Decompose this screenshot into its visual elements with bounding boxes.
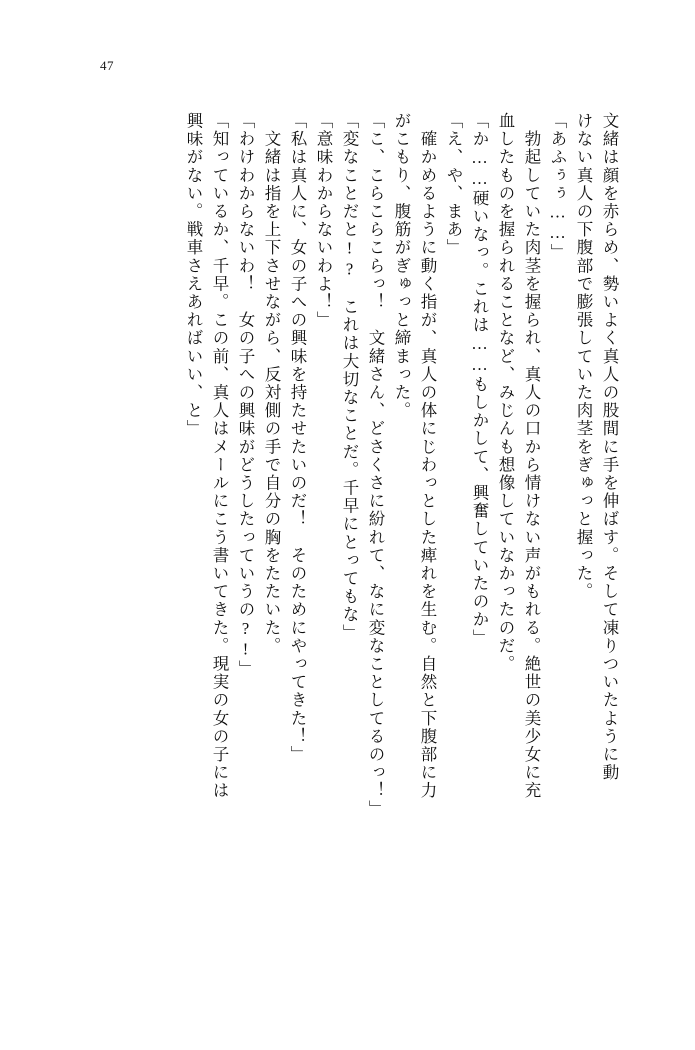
text-line: 「あふぅぅ……」 <box>548 112 567 262</box>
text-line: 血したものを握られることなど、みじんも想像していなかったのだ。 <box>496 112 515 674</box>
text-line: 勃起していた肉茎を握られ、真人の口から情けない声がもれる。絶世の美少女に充 <box>522 112 541 800</box>
text-line: けない真人の下腹部で膨張していた肉茎をぎゅっと握った。 <box>574 112 593 601</box>
text-line: 「変なことだと!? これは大切なことだ。千早にとってもな」 <box>340 112 359 642</box>
page-number: 47 <box>100 58 114 73</box>
text-line: 確かめるように動く指が、真人の体にじわっとした痺れを生む。自然と下腹部に力 <box>418 112 437 800</box>
text-line: 「え、や、まあ」 <box>444 112 463 257</box>
text-line: 文緒は指を上下させながら、反対側の手で自分の胸をたたいた。 <box>262 112 281 655</box>
body-text-block <box>62 112 617 957</box>
text-line: 興味がない。戦車さえあればいい、と」 <box>184 112 203 438</box>
text-line: 「こ、こらこらこらっ！ 文緒さん、どさくさに紛れて、なに変なことしてるのっ！」 <box>366 112 385 818</box>
text-line: 「私は真人に、女の子への興味を持たせたいのだ！ そのためにやってきた！」 <box>288 112 307 764</box>
text-line: 「わけわからないわ！ 女の子への興味がどうしたっていうの?!」 <box>236 112 255 679</box>
text-line: 「知っているか、千早。この前、真人はメールにこう書いてきた。現実の女の子には <box>210 112 229 800</box>
text-line: がこもり、腹筋がぎゅっと締まった。 <box>392 112 411 420</box>
text-line: 文緒は顔を赤らめ、勢いよく真人の股間に手を伸ばす。そして凍りついたように動 <box>600 112 619 782</box>
text-line: 「か……硬いなっ。これは……もしかして、興奮していたのか」 <box>470 112 489 647</box>
text-line: 「意味わからないわよ！」 <box>314 112 333 330</box>
